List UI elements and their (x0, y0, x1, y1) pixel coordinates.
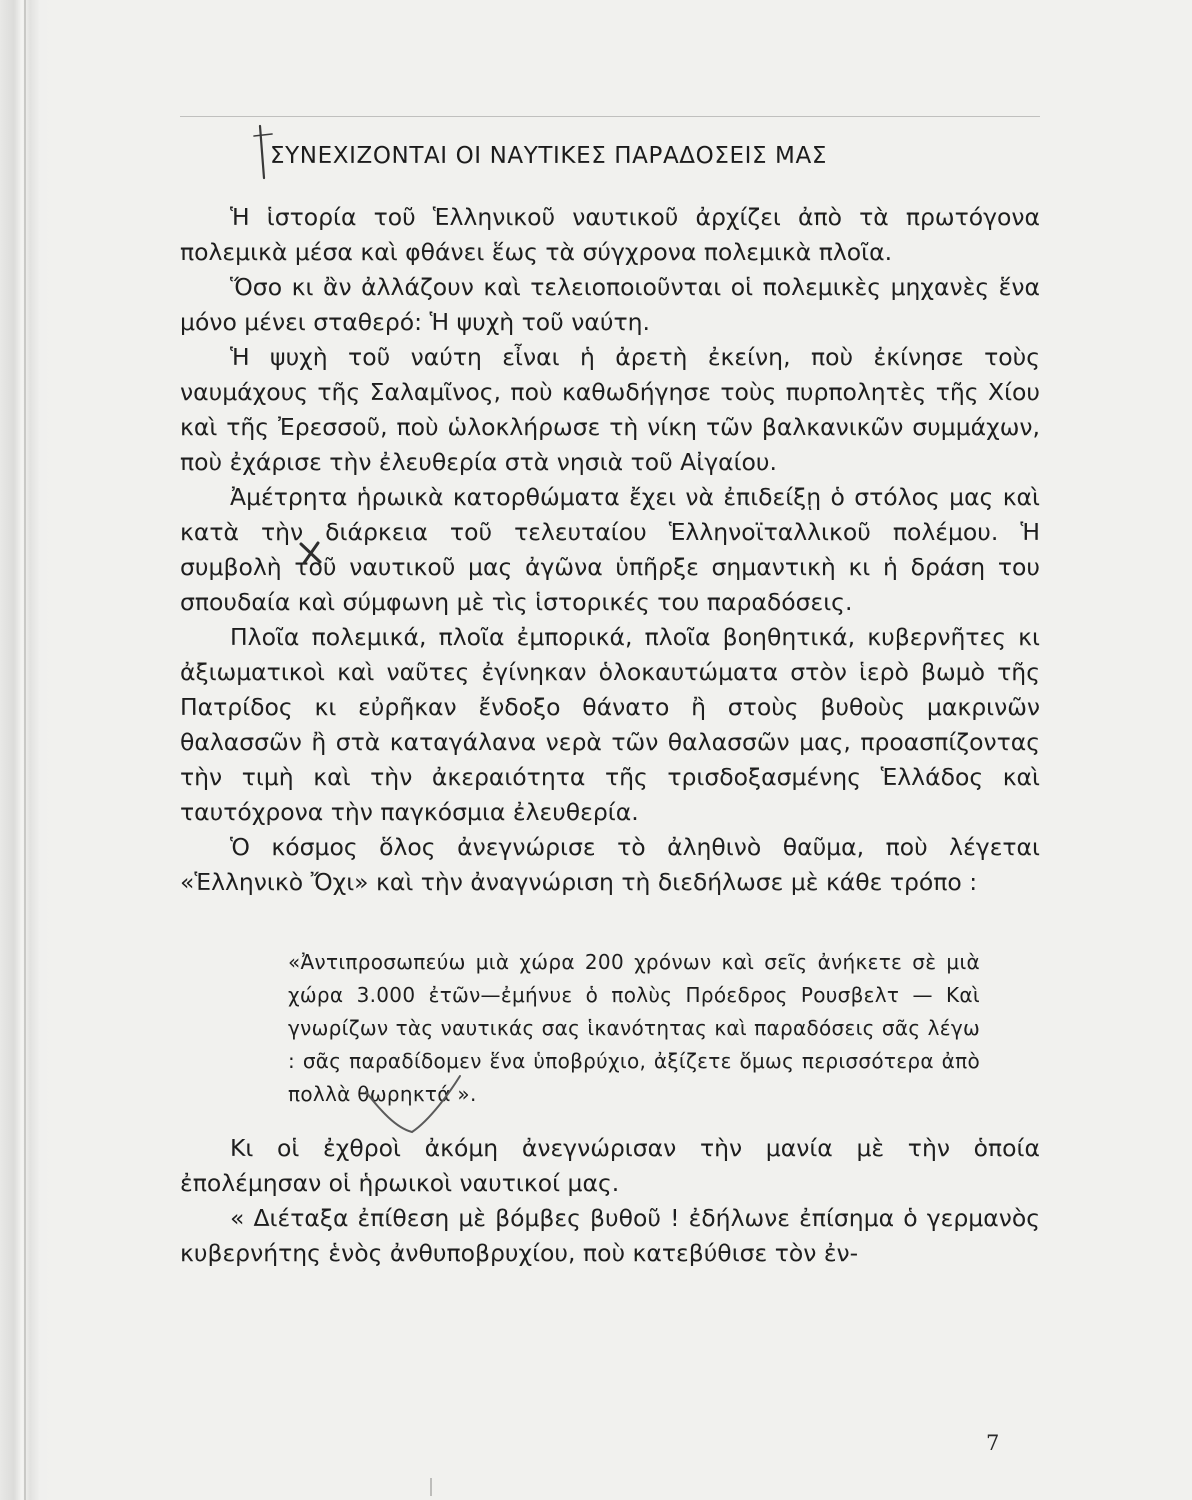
paragraph: Ὅσο κι ἂν ἀλλάζουν καὶ τελειοποιοῦνται οἱ πολεμικὲς μηχανὲς ἕνα μόνο μένει σταθερό: Ἡ ψυχὴ τοῦ ναύτη. (180, 273, 1040, 336)
paragraph: « Διέταξα ἐπίθεση μὲ βόμβες βυθοῦ ! ἐδήλωνε ἐπίσημα ὁ γερμανὸς κυβερνήτης ἑνὸς ἀνθυποβρυχίου, ποὺ κατεβύθισε τὸν ἐν- (180, 1204, 1040, 1267)
paragraph: Ἡ ψυχὴ τοῦ ναύτη εἶναι ἡ ἀρετὴ ἐκείνη, ποὺ ἐκίνησε τοὺς ναυμάχους τῆς Σαλαμῖνος, ποὺ καθωδήγησε τοὺς πυρπολητὲς τῆς Χίου καὶ τῆς Ἐρεσσοῦ, ποὺ ὡλοκλήρωσε τὴ νίκη τῶν βαλκανικῶν συμμάχων, ποὺ ἐχάρισε τὴν ἐλευθερία στὰ νησιὰ τοῦ Αἰγαίου. (180, 343, 1040, 476)
paragraph: Πλοῖα πολεμικά, πλοῖα ἐμπορικά, πλοῖα βοηθητικά, κυβερνῆτες κι ἀξιωματικοὶ καὶ ναῦτες ἐγίνηκαν ὁλοκαυτώματα στὸν ἱερὸ βωμὸ τῆς Πατρίδος κι εὐρῆκαν ἔνδοξο θάνατο ἢ στοὺς βυθοὺς μακρινῶν θαλασσῶν ἢ στὰ καταγάλανα νερὰ τῶν θαλασσῶν μας, προασπίζοντας τὴν τιμὴ καὶ τὴν ἀκεραιότητα τῆς τρισδοξασμένης Ἑλλάδος καὶ ταυτόχρονα τὴν παγκόσμια ἐλευθερία. (180, 623, 1040, 826)
paragraph: Ὁ κόσμος ὅλος ἀνεγνώρισε τὸ ἀληθινὸ θαῦμα, ποὺ λέγεται «Ἑλληνικὸ Ὄχι» καὶ τὴν ἀναγνώριση τὴ διεδήλωσε μὲ κάθε τρόπο : (180, 833, 1040, 896)
paragraph: Ἡ ἱστορία τοῦ Ἑλληνικοῦ ναυτικοῦ ἀρχίζει ἀπὸ τὰ πρωτόγονα πολεμικὰ μέσα καὶ φθάνει ἕως τὰ σύγχρονα πολεμικὰ πλοῖα. (180, 203, 1040, 266)
chapter-title: ΣΥΝΕΧΙΖΟΝΤΑΙ ΟΙ ΝΑΥΤΙΚΕΣ ΠΑΡΑΔΟΣΕΙΣ ΜΑΣ (270, 143, 827, 169)
page-number: 7 (986, 1431, 1000, 1455)
paragraph: Ἀμέτρητα ἡρωικὰ κατορθώματα ἔχει νὰ ἐπιδείξῃ ὁ στόλος μας καὶ κατὰ τὴν διάρκεια τοῦ τελευταίου Ἑλληνοϊταλλικοῦ πολέμου. Ἡ συμβολὴ τοῦ ναυτικοῦ μας ἀγῶνα ὑπῆρξε σημαντικὴ κι ἡ δράση του σπουδαία καὶ σύμφωνη μὲ τὶς ἱστορικές του παραδόσεις. (180, 483, 1040, 616)
paragraph: Κι οἱ ἐχθροὶ ἀκόμη ἀνεγνώρισαν τὴν μανία μὲ τὴν ὁποία ἐπολέμησαν οἱ ἡρωικοὶ ναυτικοί μας. (180, 1134, 1040, 1197)
body-text (180, 200, 1040, 1271)
header-rule (180, 116, 1040, 117)
roosevelt-quote: «Ἀντιπροσωπεύω μιὰ χώρα 200 χρόνων καὶ σεῖς ἀνήκετε σὲ μιὰ χώρα 3.000 ἐτῶν—ἐμήνυε ὁ πολὺς Πρόεδρος Ρουσβελτ — Καὶ γνωρίζων τὰς ναυτικάς σας ἱκανότητας καὶ παραδόσεις σᾶς λέγω : σᾶς παραδίδομεν ἕνα ὑποβρύχιο, ἀξίζετε ὅμως περισσότερα ἀπὸ πολλὰ θωρηκτά ». (288, 950, 980, 1106)
scan-speck (430, 1478, 432, 1496)
